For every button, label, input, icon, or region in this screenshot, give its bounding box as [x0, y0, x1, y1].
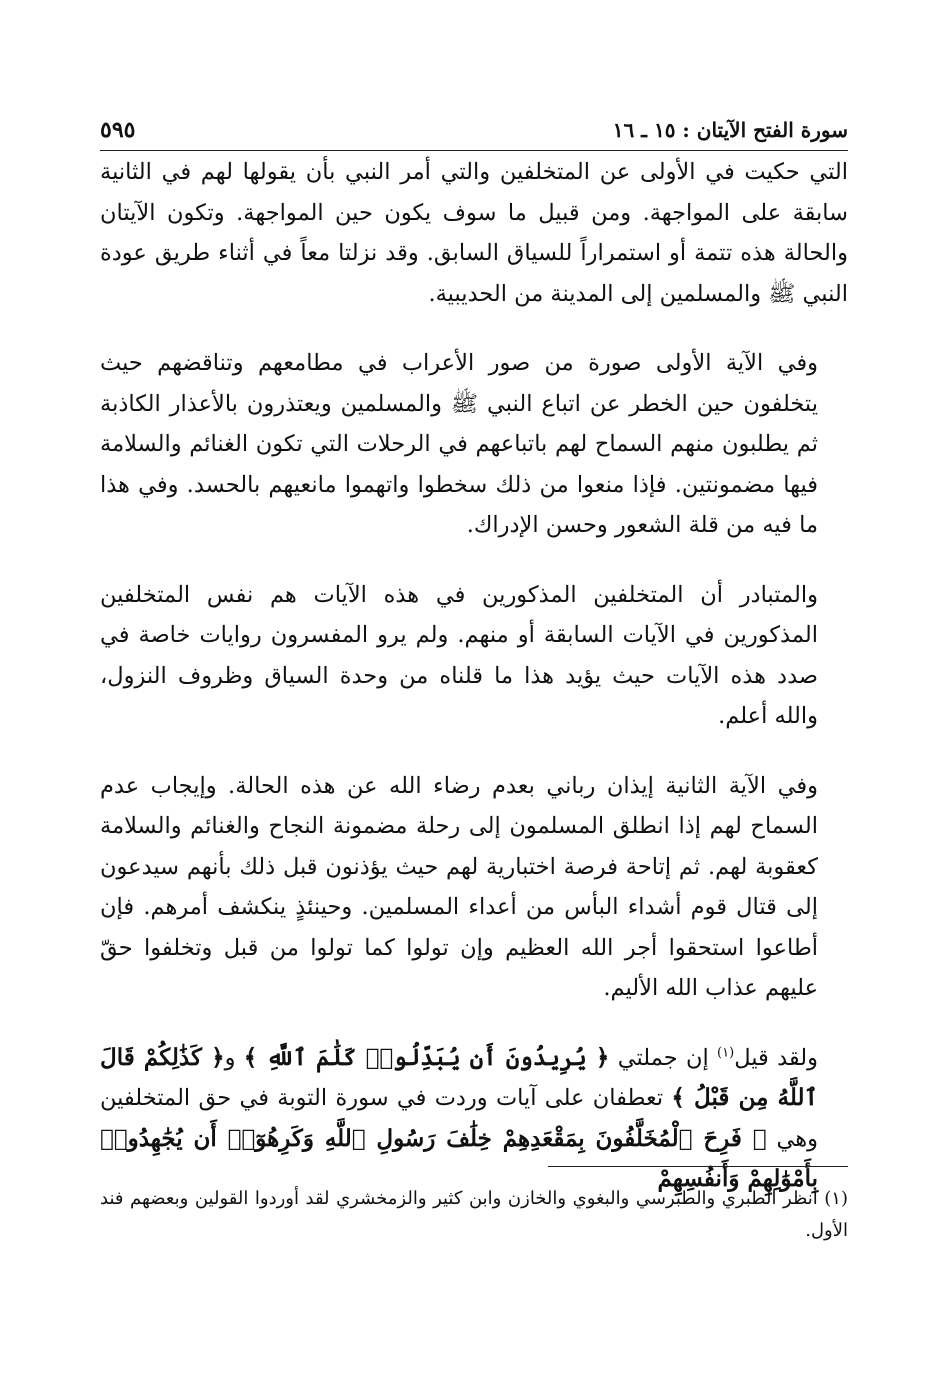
- running-title: سورة الفتح الآيتان : ١٥ ـ ١٦: [612, 118, 848, 142]
- footnote-rule: [548, 1166, 848, 1167]
- quran-quote-3: ﴿ فَرِحَ ٱلْمُخَلَّفُونَ بِمَقْعَدِهِمْ خِلَٰفَ رَسُولِ ٱللَّهِ وَكَرِهُوٓا۟ أَن يُجَٰهِدُوا۟ بِأَمْوَٰلِهِمْ وَأَنفُسِهِمْ: [100, 1124, 818, 1192]
- paragraph-4: وفي الآية الثانية إيذان رباني بعدم رضاء الله عن هذه الحالة. وإيجاب عدم السماح لهم إذا انطلق المسلمون إلى رحلة مضمونة النجاح والغنائم والسلامة كعقوبة لهم. ثم إتاحة فرصة اختبارية لهم حيث يؤذنون قبل ذلك بأنهم سيدعون إلى قتال قوم أشداء البأس من أعداء المسلمين. وحينئذٍ ينكشف أمرهم. فإن أطاعوا استحقوا أجر الله العظيم وإن تولوا كما تولوا من قبل وتخلفوا حقّ عليهم عذاب الله الأليم.: [100, 772, 818, 1001]
- paragraph-5-text-d: تعطفان على آيات وردت في سورة التوبة في حق المتخلفين وهي: [100, 1085, 818, 1152]
- paragraph-3: والمتبادر أن المتخلفين المذكورين في هذه الآيات هم نفس المتخلفين المذكورين في الآيات السابقة أو منهم. ولم يرو المفسرون روايات خاصة في صدد هذه الآيات حيث يؤيد هذا ما قلناه من وحدة السياق وظروف النزول، والله أعلم.: [100, 581, 818, 729]
- paragraph-5-text-b: إن جملتي: [609, 1044, 718, 1071]
- paragraph-2: وفي الآية الأولى صورة من صور الأعراب في مطامعهم وتناقضهم حيث يتخلفون حين الخطر عن اتباع النبي ﷺ والمسلمين ويعتذرون بالأعذار الكاذبة ثم يطلبون منهم السماح لهم باتباعهم في الرحلات التي تكون الغنائم والسلامة فيها مضمونتين. فإذا منعوا من ذلك سخطوا واتهموا مانعيهم بالحسد. وفي هذا ما فيه من قلة الشعور وحسن الإدراك.: [100, 350, 818, 538]
- footnote-reference[interactable]: (١): [717, 1045, 735, 1060]
- quran-quote-2: ﴿ كَذَٰلِكُمْ قَالَ ٱللَّهُ مِن قَبْلُ ﴾: [100, 1043, 818, 1111]
- quran-quote-1: ﴿ يُرِيدُونَ أَن يُبَدِّلُوا۟ كَلَٰمَ ٱللَّهِ ﴾: [243, 1043, 610, 1071]
- header-rule: [100, 150, 848, 151]
- paragraph-5-text-a: ولقد قيل: [734, 1044, 819, 1071]
- page-number: ٥٩٥: [100, 117, 136, 143]
- page-header: [100, 112, 848, 148]
- main-text: [100, 152, 848, 1200]
- footnote-text: (١) انظر الطبري والطبرسي والبغوي والخازن وابن كثير والزمخشري لقد أوردوا القولين وبعضهم فند الأول.: [100, 1188, 848, 1241]
- paragraph-5-text-c: و: [224, 1044, 244, 1071]
- paragraph-5: [100, 1038, 848, 1200]
- paragraph-1: التي حكيت في الأولى عن المتخلفين والتي أمر النبي بأن يقولها لهم في الثانية سابقة على المواجهة. ومن قبيل ما سوف يكون حين المواجهة. وتكون الآيتان والحالة هذه تتمة أو استمراراً للسياق السابق. وقد نزلتا معاً في أثناء طريق عودة النبي ﷺ والمسلمين إلى المدينة من الحديبية.: [100, 159, 848, 307]
